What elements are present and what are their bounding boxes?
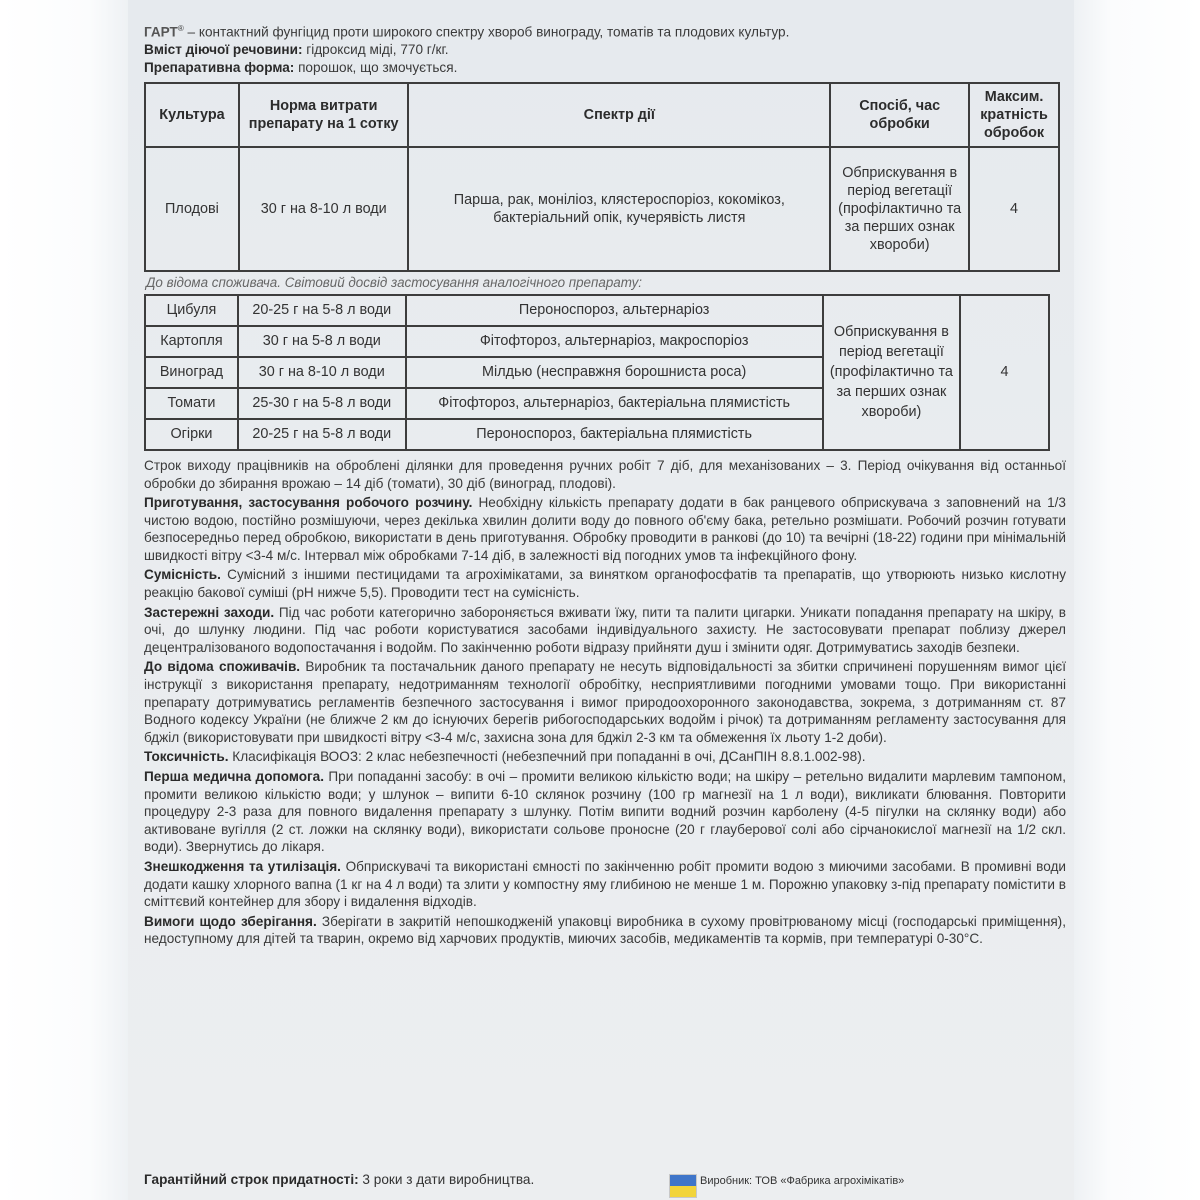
crop-cell: Огірки [145, 419, 238, 450]
disposal-text: Обприскувачі та використані ємності по закінченню робіт промити водою з миючими засобами. В промивні води додати кашку хлорного вапна (1 кг на 4 л води) та злити у компостну яму глибиною не менше 1 м. Порожню упаковку з-під препарату помістити в сміттєвий контейнер для збору і видалення відходів. [144, 858, 1067, 910]
guarantee-label: Гарантійний строк придатності: [144, 1172, 359, 1187]
max-cell: 4 [960, 295, 1049, 450]
spectrum-cell: Пероноспороз, альтернаріоз [406, 295, 823, 326]
guarantee-value: 3 роки з дати виробництва. [358, 1172, 535, 1187]
application-table [144, 82, 1060, 272]
spectrum-cell: Фітофтороз, альтернаріоз, макроспоріоз [406, 326, 823, 357]
precautions-title: Застережні заходи. [144, 604, 275, 620]
consumer-info-text: Виробник та постачальник даного препарату не несуть відповідальності за збитки спричинені порушенням вимог цієї інструкції з використання препарату, недотриманням технології обробітку, несприятливими погодними умовами тощо. При використанні препарату дотримуватись регламентів безпечного застосування і вимог природоохоронного законодавства, зокрема, з дотриманням ст. 87 Водного кодексу України (не ближче 2 км до існуючих берегів рибогосподарських водойм і річок) та дотриманням регламенту застосування для бджіл (використовувати при швидкості вітру <3-4 м/с, захисна зона для бджіл 2-3 км та обмеження їх льоту 1-2 доби). [144, 659, 1066, 745]
precautions-section [144, 604, 1066, 657]
product-description [144, 20, 1066, 41]
consumer-info-section [144, 658, 1066, 746]
storage-section [144, 913, 1066, 948]
table-row [145, 295, 1049, 326]
formulation-value: порошок, що змочується. [294, 59, 458, 75]
formulation [144, 59, 1066, 77]
toxicity-title: Токсичність. [144, 749, 229, 765]
manufacturer: Виробник: ТОВ «Фабрика агрохімікатів» [700, 1175, 905, 1187]
storage-title: Вимоги щодо зберігання. [144, 913, 317, 929]
crop-cell: Томати [145, 388, 238, 419]
consumer-info-title: До відома споживачів. [144, 659, 301, 675]
experience-table [144, 294, 1050, 451]
crop-cell: Картопля [145, 326, 238, 357]
formulation-label: Препаративна форма: [144, 59, 295, 75]
first-aid-title: Перша медична допомога. [144, 769, 325, 784]
header-method: Спосіб, час обробки [830, 83, 969, 147]
method-cell: Обприскування в період вегетації (профілактично та за перших ознак хвороби) [823, 295, 960, 450]
spectrum-cell: Парша, рак, моніліоз, клястероспоріоз, кокомікоз, бактеріальний опік, кучерявість листя [408, 147, 830, 271]
crop-cell: Цибуля [145, 295, 238, 326]
brand-description: – контактний фунгіцид проти широкого спектру хвороб винограду, томатів та плодових культур. [183, 24, 790, 40]
rate-cell: 20-25 г на 5-8 л води [238, 419, 406, 450]
waiting-period-section [144, 457, 1066, 492]
spectrum-cell: Пероноспороз, бактеріальна плямистість [406, 419, 823, 450]
label-sheet [128, 0, 1074, 1200]
active-substance [144, 41, 1066, 59]
spectrum-cell: Фітофтороз, альтернаріоз, бактеріальна плямистість [406, 388, 823, 419]
precautions-text: Під час роботи категорично забороняється вживати їжу, пити та палити цигарки. Уникати попадання препарату на шкіру, в очі, до шлунку людини. Під час роботи користуватися засобами індивідуального захисту. Не застосовувати препарат поблизу джерел децентралізованого водопостачання і водойм. По закінченню роботи відразу прийняти душ і змінити одяг. Дотримуватись заходів безпеки. [144, 604, 1067, 655]
spectrum-cell: Мілдью (несправжня борошниста роса) [406, 357, 823, 388]
crop-cell: Плодові [145, 147, 239, 271]
toxicity-text: Класифікація ВООЗ: 2 клас небезпечності (небезпечний при попаданні в очі, ДСанПІН 8.8.1.002-98). [228, 749, 866, 765]
disposal-section [144, 858, 1066, 911]
max-cell: 4 [969, 147, 1059, 271]
rate-cell: 30 г на 8-10 л води [239, 147, 409, 271]
rate-cell: 25-30 г на 5-8 л води [238, 388, 406, 419]
table-row [145, 147, 1059, 271]
toxicity-section [144, 748, 1066, 766]
intro-block [144, 20, 1066, 76]
disposal-title: Знешкодження та утилізація. [144, 858, 341, 874]
waiting-period-text: Строк виходу працівників на оброблені ділянки для проведення ручних робіт 7 діб, для механізованих – 3. Період очікування від останньої обробки до збирання врожаю – 14 діб (томати), 30 діб (виноград, плодові). [144, 457, 1066, 491]
consumer-note: До відома споживача. Світовий досвід застосування аналогічного препарату: [146, 275, 642, 291]
header-crop: Культура [145, 83, 239, 147]
preparation-text: Необхідну кількість препарату додати в бак ранцевого обприскувача з заповнений на 1/3 чистою водою, постійно розмішуючи, через декілька хвилин долити воду до повного об'єму бака, ретельно розмішати. Робочий розчин готувати безпосередньо перед обробкою, використати в день приготування. Обробку проводити в ранкові (до 10) та вечірні (18-22) години при мінімальній швидкості вітру <3-4 м/с. Інтервал між обробками 7-14 діб, в залежності від погодних умов та інфекційного фону. [144, 495, 1066, 563]
header-max: Максим. кратність обробок [969, 83, 1059, 147]
preparation-title: Приготування, застосування робочого розчину. [144, 495, 473, 511]
guarantee [144, 1172, 534, 1187]
method-cell: Обприскування в період вегетації (профілактично та за перших ознак хвороби) [830, 147, 969, 271]
active-substance-value: гідроксид міді, 770 г/кг. [302, 42, 449, 58]
rate-cell: 30 г на 5-8 л води [238, 326, 406, 357]
first-aid-text: При попаданні засобу: в очі – промити великою кількістю води; на шкіру – ретельно видалити марлевим тампоном, промити великою кількістю води; у шлунок – випити 6-10 склянок розчину (100 гр магнезії на 1 л води), викликати блювання. Повторити процедуру 2-3 раза для повного видалення препарату з шлунку. Потім випити водний розчин карболену (4-5 пігулки на склянку води) або активоване вугілля (2 ст. ложки на склянку води), використати сольове проносне (20 г глауберової солі або сірчанокислої магнезії на 1/2 скл. води). Звернутись до лікаря. [144, 769, 1066, 855]
package-edge-right [1074, 0, 1200, 1200]
active-substance-label: Вміст діючої речовини: [144, 42, 303, 58]
compatibility-title: Сумісність. [144, 567, 221, 583]
label-content [144, 20, 1066, 948]
compatibility-text: Сумісний з іншими пестицидами та агрохімікатами, за винятком органофосфатів та препаратів, що утворюють низько кислотну реакцію бакової суміші (рН нижче 5,5). Проводити тест на сумісність. [144, 567, 1066, 601]
instructions [144, 457, 1066, 948]
storage-text: Зберігати в закритій непошкодженій упаковці виробника в сухому провітрюваному місці (господарські приміщення), недоступному для дітей та тварин, окремо від харчових продуктів, миючих засобів, медикаментів та кормів, при температурі 0-30°С. [144, 913, 1066, 947]
preparation-section [144, 494, 1066, 564]
header-rate: Норма витрати препарату на 1 сотку [239, 83, 409, 147]
crop-cell: Виноград [145, 357, 238, 388]
table-header-row [145, 83, 1059, 147]
first-aid-section [144, 768, 1066, 856]
brand-mark: ® [177, 24, 184, 33]
compatibility-section [144, 566, 1066, 601]
rate-cell: 30 г на 8-10 л води [238, 357, 406, 388]
package-edge-left [0, 0, 128, 1200]
footer-row [144, 1169, 1066, 1200]
ukraine-flag-icon [669, 1174, 697, 1198]
brand-name: ГАРТ [144, 24, 178, 40]
rate-cell: 20-25 г на 5-8 л води [238, 295, 406, 326]
header-spectrum: Спектр дії [408, 83, 830, 147]
